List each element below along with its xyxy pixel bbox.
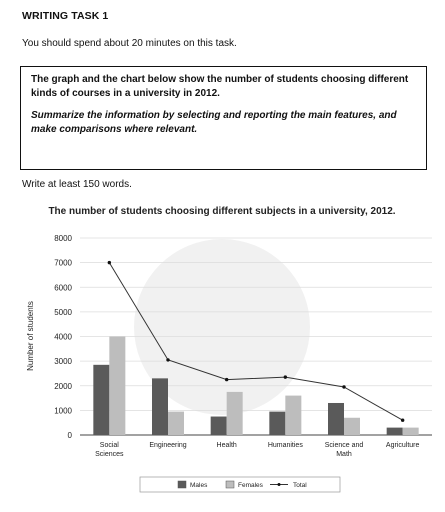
legend-swatch-females <box>226 481 234 488</box>
bar-males <box>93 365 109 435</box>
x-category-label: Health <box>216 442 237 449</box>
y-tick-label: 2000 <box>54 381 72 391</box>
task-title: WRITING TASK 1 <box>22 10 109 22</box>
prompt-box <box>20 66 427 170</box>
bar-males <box>269 412 285 435</box>
total-point <box>108 261 111 264</box>
prompt-text-line-1: The graph and the chart below show the number of students choosing different <box>31 74 409 85</box>
y-tick-label: 1000 <box>54 406 72 416</box>
bar-females <box>109 337 125 436</box>
bar-females <box>227 392 243 435</box>
x-category-label: Social <box>99 442 119 449</box>
legend-marker-total <box>278 483 281 486</box>
y-tick-label: 8000 <box>54 234 72 243</box>
y-tick-label: 4000 <box>54 332 72 342</box>
y-tick-label: 0 <box>67 431 72 440</box>
bar-females <box>285 396 301 435</box>
x-category-label: Math <box>336 451 352 458</box>
total-point <box>166 358 169 361</box>
y-tick-label: 3000 <box>54 357 72 367</box>
chart-legend <box>140 477 340 492</box>
total-point <box>342 385 345 388</box>
bar-males <box>387 428 403 435</box>
chart-title: The number of students choosing different subjects in a university, 2012. <box>48 206 396 217</box>
total-point <box>225 378 228 381</box>
total-point <box>284 375 287 378</box>
y-tick-label: 6000 <box>54 283 72 293</box>
prompt-text-line-2: kinds of courses in a university in 2012. <box>31 87 220 99</box>
bar-females <box>403 428 419 435</box>
legend-swatch-males <box>178 481 186 488</box>
bar-females <box>344 418 360 435</box>
y-tick-label: 5000 <box>54 307 72 317</box>
time-instruction: You should spend about 20 minutes on this task. <box>22 38 237 49</box>
x-category-label: Science and <box>324 442 364 449</box>
bar-males <box>328 403 344 435</box>
legend-label: Males <box>190 482 208 489</box>
legend-label: Females <box>238 482 263 489</box>
bar-females <box>168 412 184 435</box>
y-axis-label: Number of students <box>26 301 35 371</box>
bar-line-chart <box>0 195 445 505</box>
total-point <box>401 419 404 422</box>
y-tick-label: 7000 <box>54 258 72 268</box>
plot-area <box>54 234 432 458</box>
x-category-label: Agriculture <box>385 442 420 449</box>
x-category-label: Engineering <box>149 442 187 449</box>
word-count-instruction: Write at least 150 words. <box>22 179 132 190</box>
bar-males <box>152 378 168 435</box>
summary-instruction-line-2: make comparisons where relevant. <box>31 123 198 135</box>
x-category-label: Sciences <box>95 451 124 458</box>
x-category-label: Humanities <box>267 442 303 449</box>
legend-label: Total <box>293 482 307 489</box>
summary-instruction-line-1: Summarize the information by selecting and reporting the main features, and <box>31 110 397 121</box>
bar-males <box>211 417 227 435</box>
